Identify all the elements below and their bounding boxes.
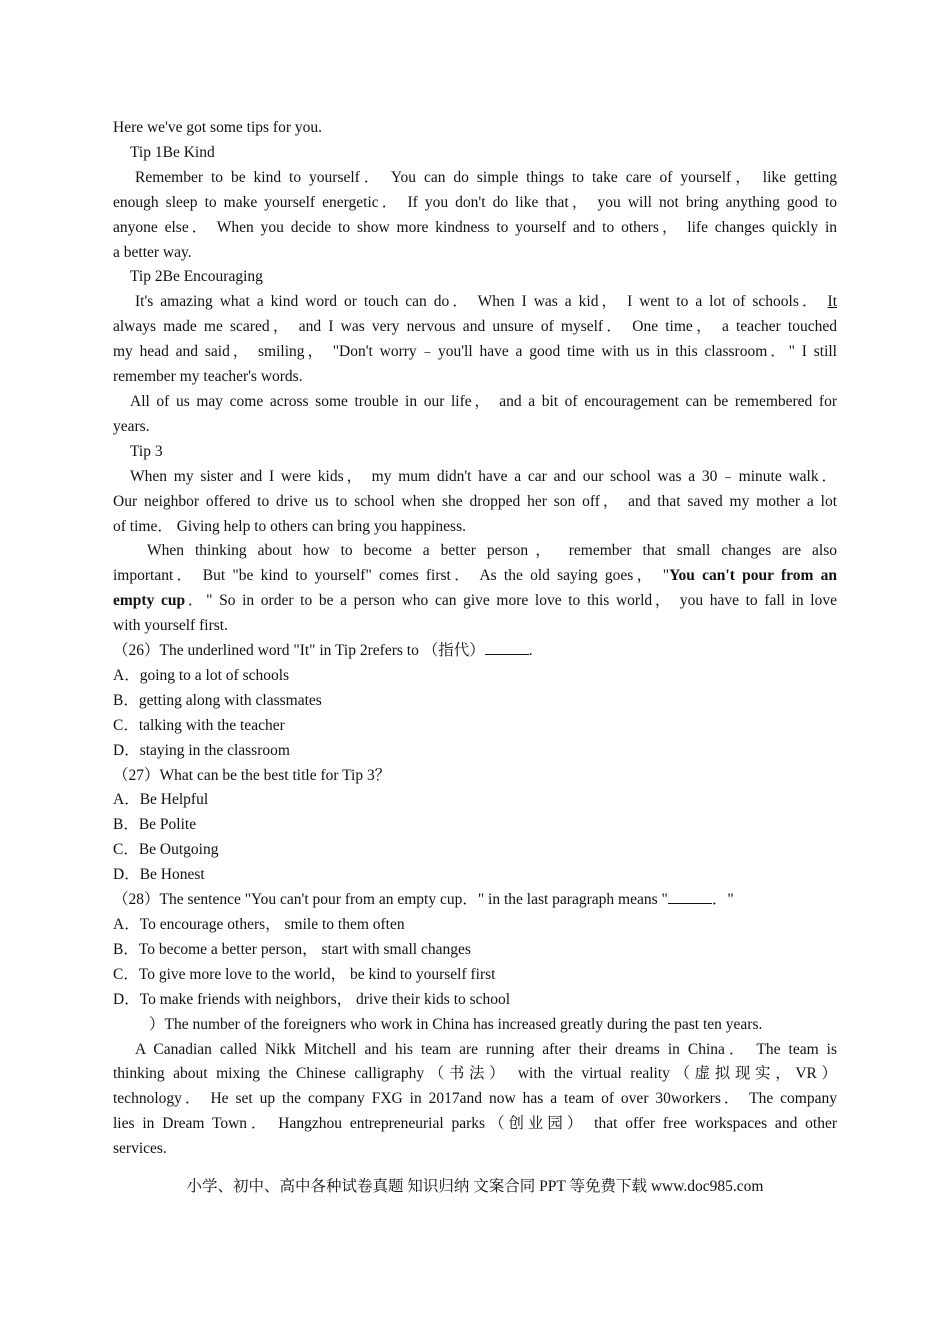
question-26-stem	[113, 639, 837, 664]
question-26-option-b: B．getting along with classmates	[113, 691, 322, 709]
question-27-option-d: D．Be Honest	[113, 866, 205, 884]
closing-line-2-text: important． But "be kind to yourself" comes first． As the old saying goes， "	[113, 567, 670, 585]
intro-line: Here we've got some tips for you.	[113, 119, 322, 136]
next-passage-lead: ）The number of the foreigners who work in China has increased greatly during the past ten years.	[149, 1015, 763, 1033]
question-27-option-c: C．Be Outgoing	[113, 841, 219, 859]
saying-part-1: You can't pour from an	[669, 567, 837, 585]
saying-part-2: empty cup	[113, 592, 186, 610]
tip1-line-3: anyone else． When you decide to show more kindness to yourself and to others， life changes quickly in	[113, 218, 837, 236]
next-passage-line-4: lies in Dream Town． Hangzhou entrepreneurial parks（创业园） that offer free workspaces and other	[113, 1115, 837, 1133]
page-footer: 小学、初中、高中各种试卷真题 知识归纳 文案合同 PPT 等免费下载 www.doc985.com	[186, 1178, 764, 1195]
closing-line-3-text: ．" So in order to be a person who can give more love to this world， you have to fall in love	[185, 592, 837, 610]
question-28-option-d: D．To make friends with neighbors， drive their kids to school	[113, 990, 511, 1008]
question-28-option-a: A．To encourage others， smile to them often	[113, 916, 405, 933]
answer-blank	[668, 889, 712, 904]
question-26-end: .	[528, 642, 533, 660]
tip2-line-3: my head and said， smiling， "Don't worry﹣you'll have a good time with us in this classroom．" I still	[113, 343, 837, 361]
tip2-para2-line-2: years.	[113, 417, 150, 435]
tip1-line-4: a better way.	[113, 243, 192, 261]
question-27-option-a: A．Be Helpful	[113, 791, 209, 809]
tip3-line-3: of time． Giving help to others can bring you happiness.	[113, 517, 466, 535]
question-28-option-c: C．To give more love to the world， be kind to yourself first	[113, 965, 496, 983]
document-page	[113, 116, 837, 1162]
tip2-heading: Tip 2Be Encouraging	[130, 268, 263, 286]
closing-line-4: with yourself first.	[113, 617, 228, 635]
question-27-stem: （27）What can be the best title for Tip 3？	[113, 766, 391, 784]
tip3-line-1: When my sister and I were kids， my mum didn't have a car and our school was a 30﹣minute walk．	[130, 467, 837, 485]
next-passage-line-2: thinking about mixing the Chinese calligraphy（书法） with the virtual reality（虚拟现实，VR）	[113, 1065, 837, 1083]
next-passage-line-1: A Canadian called Nikk Mitchell and his team are running after their dreams in China． The team is	[135, 1040, 837, 1058]
question-26-option-d: D．staying in the classroom	[113, 741, 290, 759]
closing-line-2	[113, 564, 837, 589]
tip2-line-4: remember my teacher's words.	[113, 368, 303, 386]
closing-line-1: When thinking about how to become a better person， remember that small changes are also	[147, 542, 837, 560]
question-27-option-b: B．Be Polite	[113, 816, 197, 834]
question-26-option-a: A．going to a lot of schools	[113, 666, 290, 684]
underlined-it: It	[827, 293, 837, 311]
next-passage-line-5: services.	[113, 1140, 167, 1158]
tip2-para2-line-1: All of us may come across some trouble in our life， and a bit of encouragement can be remembered for	[130, 392, 837, 410]
tip1-line-2: enough sleep to make yourself energetic． If you don't do like that， you will not bring anything good to	[113, 193, 837, 211]
answer-blank	[485, 640, 529, 655]
tip1-heading: Tip 1Be Kind	[130, 143, 215, 161]
tip3-heading: Tip 3	[130, 442, 163, 460]
tip2-line-1	[113, 290, 837, 315]
tip2-line-1-text: It's amazing what a kind word or touch can do． When I was a kid， I went to a lot of schools．	[135, 293, 821, 311]
question-28-end: ．"	[711, 891, 734, 909]
tip1-line-1: Remember to be kind to yourself． You can do simple things to take care of yourself， like getting	[135, 168, 837, 186]
question-28-stem	[113, 888, 837, 913]
closing-line-3	[113, 589, 837, 614]
question-28-text: （28）The sentence "You can't pour from an empty cup．" in the last paragraph means "	[113, 891, 668, 909]
question-28-option-b: B．To become a better person， start with small changes	[113, 940, 471, 958]
question-26-text: （26）The underlined word "It" in Tip 2refers to （指代）	[113, 642, 485, 660]
next-passage-line-3: technology． He set up the company FXG in 2017and now has a team of over 30workers． The company	[113, 1090, 837, 1108]
question-26-option-c: C．talking with the teacher	[113, 716, 285, 734]
tip2-line-2: always made me scared， and I was very nervous and unsure of myself． One time， a teacher touched	[113, 318, 837, 336]
tip3-line-2: Our neighbor offered to drive us to school when she dropped her son off， and that saved my mother a lot	[113, 492, 837, 510]
